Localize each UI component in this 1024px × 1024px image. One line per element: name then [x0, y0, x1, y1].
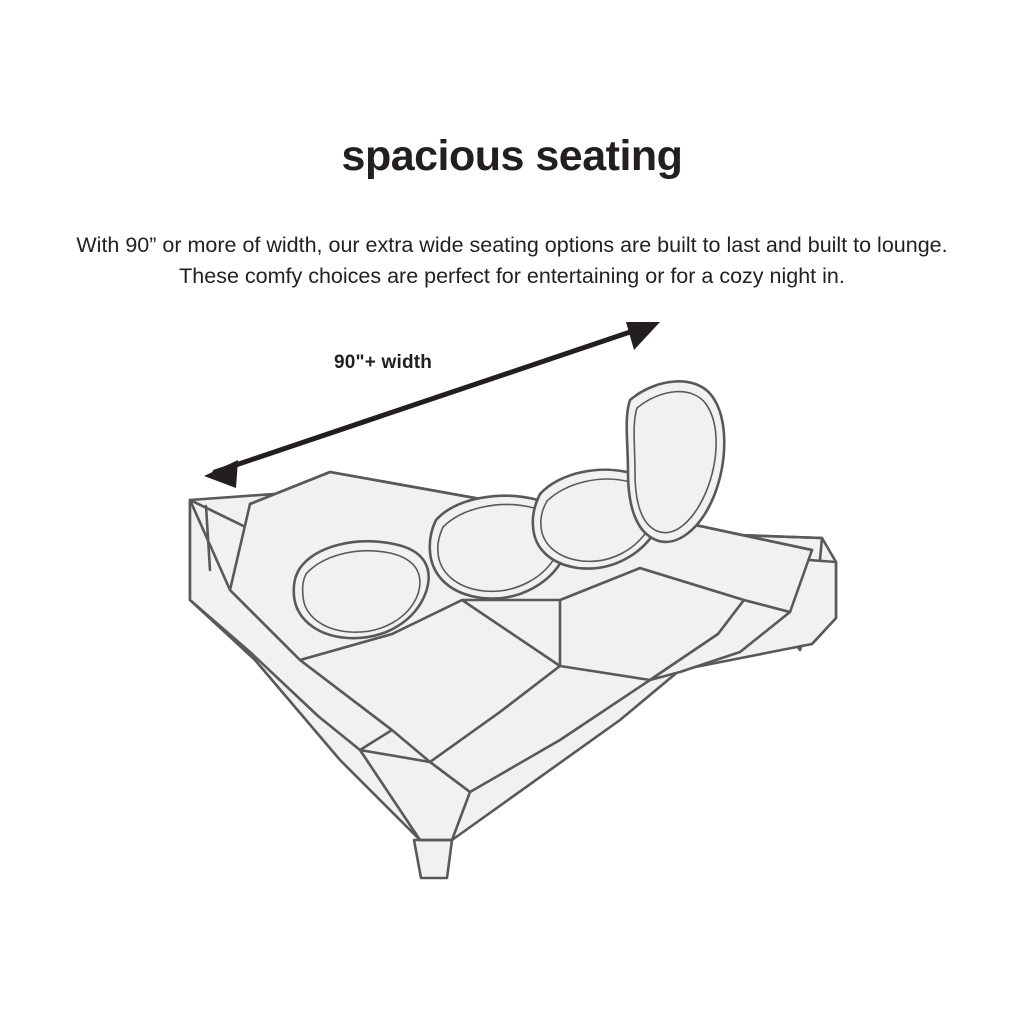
page-title: spacious seating [341, 132, 683, 180]
description-line-1: With 90” or more of width, our extra wide seating options are built to last and built to lounge. [76, 232, 948, 257]
sofa-illustration [0, 300, 1024, 920]
description-line-2: These comfy choices are perfect for entertaining or for a cozy night in. [179, 264, 845, 289]
arrowhead-right [626, 322, 660, 350]
description-text [2, 230, 1022, 292]
sofa-leg-front-left [414, 840, 452, 878]
arrowhead-left [204, 460, 238, 488]
dimension-label: 90"+ width [334, 352, 433, 373]
width-dimension-arrow [204, 322, 660, 488]
